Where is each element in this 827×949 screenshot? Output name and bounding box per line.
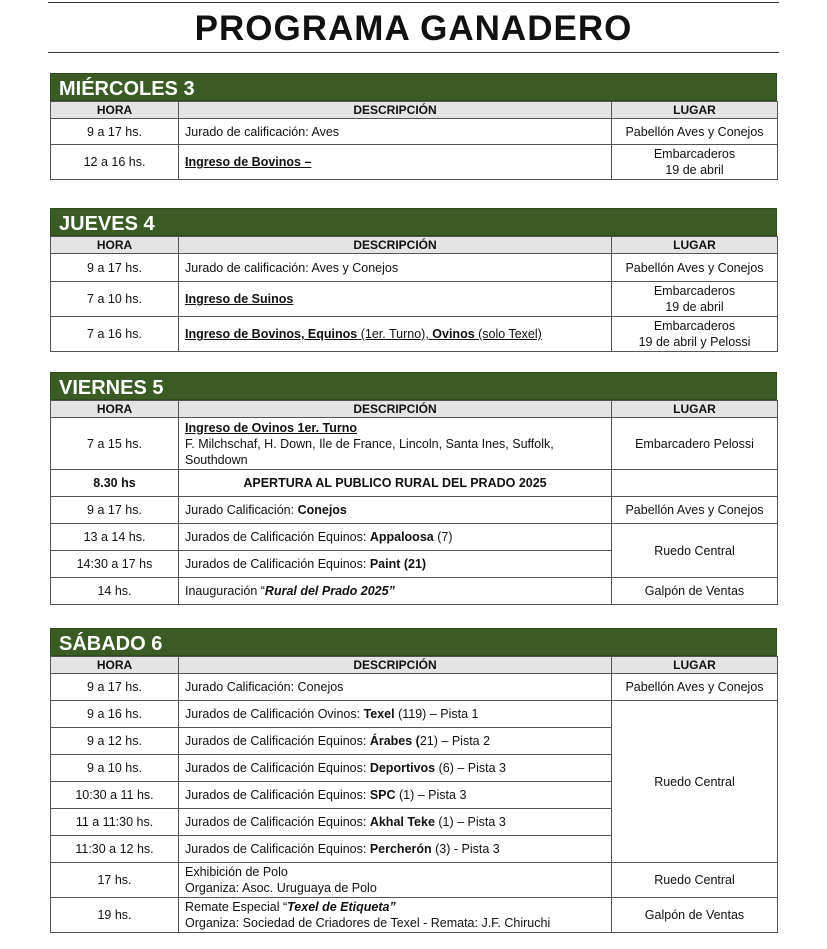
top-rule	[48, 2, 779, 3]
lugar-cell	[612, 470, 778, 497]
lugar-cell	[612, 317, 778, 352]
descripcion-cell: APERTURA AL PUBLICO RURAL DEL PRADO 2025	[179, 470, 612, 497]
hora-cell: 14:30 a 17 hs	[51, 551, 179, 578]
descripcion-title: Ingreso de Ovinos 1er. Turno	[185, 420, 358, 435]
table-row	[51, 578, 778, 605]
descripcion-part: Jurados de Calificación Equinos:	[185, 530, 370, 544]
table-row	[51, 119, 778, 145]
descripcion-cell	[179, 898, 612, 933]
descripcion-part: Appaloosa	[369, 530, 434, 544]
hora-cell: 7 a 16 hs.	[51, 317, 179, 352]
descripcion-cell	[179, 497, 612, 524]
table-header-row	[51, 657, 778, 674]
lugar-cell: Pabellón Aves y Conejos	[612, 119, 778, 145]
hora-cell: 14 hs.	[51, 578, 179, 605]
hora-cell: 19 hs.	[51, 898, 179, 933]
lugar-cell: Pabellón Aves y Conejos	[612, 674, 778, 701]
descripcion-cell: Jurado de calificación: Aves y Conejos	[179, 254, 612, 282]
descripcion-part: Conejos	[297, 503, 347, 517]
hora-cell: 7 a 15 hs.	[51, 418, 179, 470]
descripcion-part: Jurados de Calificación Equinos:	[185, 788, 370, 802]
table-row	[51, 317, 778, 352]
hora-cell: 9 a 17 hs.	[51, 497, 179, 524]
descripcion-part: Paint (21)	[369, 557, 427, 571]
table-header-row	[51, 237, 778, 254]
descripcion-part: (1) – Pista 3	[434, 815, 506, 829]
hora-cell: 11 a 11:30 hs.	[51, 809, 179, 836]
descripcion-cell	[179, 524, 612, 551]
descripcion-line	[185, 899, 605, 915]
descripcion-part: 21) – Pista 2	[419, 734, 491, 748]
table-row	[51, 898, 778, 933]
day-header: JUEVES 4	[50, 208, 777, 236]
descripcion-part: Jurados de Calificación Equinos:	[185, 842, 370, 856]
descripcion-part: (6) – Pista 3	[435, 761, 506, 775]
descripcion-part: (7)	[433, 530, 453, 544]
hora-cell: 7 a 10 hs.	[51, 282, 179, 317]
lugar-cell: Embarcadero Pelossi	[612, 418, 778, 470]
lugar-line: 19 de abril	[665, 300, 724, 314]
lugar-cell	[612, 282, 778, 317]
col-lugar: LUGAR	[612, 401, 778, 418]
descripcion-part: Jurado Calificación:	[185, 503, 298, 517]
descripcion-part: (1er. Turno),	[357, 327, 433, 341]
descripcion-part: Jurados de Calificación Equinos:	[185, 734, 370, 748]
descripcion-cell	[179, 551, 612, 578]
descripcion-part: (solo Texel)	[474, 327, 542, 341]
descripcion-cell	[179, 809, 612, 836]
descripcion-part: SPC	[369, 788, 396, 802]
descripcion-part: Jurados de Calificación Ovinos:	[185, 707, 364, 721]
lugar-line: 19 de abril	[665, 163, 724, 177]
table-header-row	[51, 102, 778, 119]
hora-cell: 11:30 a 12 hs.	[51, 836, 179, 863]
table-row	[51, 524, 778, 551]
day-header: SÁBADO 6	[50, 628, 777, 656]
descripcion-part: Árabes (	[369, 734, 420, 748]
descripcion-line: Organiza: Asoc. Uruguaya de Polo	[185, 881, 377, 895]
col-lugar: LUGAR	[612, 102, 778, 119]
schedule-table	[50, 101, 778, 180]
table-row	[51, 418, 778, 470]
descripcion-cell	[179, 755, 612, 782]
descripcion-cell	[179, 863, 612, 898]
table-row	[51, 863, 778, 898]
table-row	[51, 497, 778, 524]
descripcion-part: Inauguración “	[185, 584, 265, 598]
descripcion-part: Rural del Prado 2025”	[264, 584, 395, 598]
hora-cell: 9 a 17 hs.	[51, 119, 179, 145]
hora-cell: 9 a 12 hs.	[51, 728, 179, 755]
col-lugar: LUGAR	[612, 657, 778, 674]
table-row	[51, 145, 778, 180]
hora-cell: 10:30 a 11 hs.	[51, 782, 179, 809]
day-header: MIÉRCOLES 3	[50, 73, 777, 101]
hora-cell: 17 hs.	[51, 863, 179, 898]
table-row	[51, 701, 778, 728]
descripcion-cell	[179, 701, 612, 728]
table-row	[51, 674, 778, 701]
descripcion-part: Jurados de Calificación Equinos:	[185, 761, 370, 775]
col-descripcion: DESCRIPCIÓN	[179, 102, 612, 119]
lugar-cell: Ruedo Central	[612, 863, 778, 898]
descripcion-detail: F. Milchschaf, H. Down, Ile de France, Lincoln, Santa Ines, Suffolk, Southdown	[185, 436, 554, 467]
descripcion-part: Texel	[363, 707, 395, 721]
descripcion-part: Jurados de Calificación Equinos:	[185, 815, 370, 829]
descripcion-cell	[179, 317, 612, 352]
lugar-cell	[612, 145, 778, 180]
col-descripcion: DESCRIPCIÓN	[179, 401, 612, 418]
lugar-cell: Pabellón Aves y Conejos	[612, 254, 778, 282]
table-row	[51, 254, 778, 282]
descripcion-part: Texel de Etiqueta”	[287, 900, 396, 914]
descripcion-text: Ingreso de Suinos	[185, 292, 294, 306]
col-hora: HORA	[51, 401, 179, 418]
lugar-cell: Galpón de Ventas	[612, 898, 778, 933]
table-row	[51, 282, 778, 317]
lugar-cell: Pabellón Aves y Conejos	[612, 497, 778, 524]
lugar-line: Embarcaderos	[653, 147, 736, 161]
schedule-table	[50, 656, 778, 933]
col-hora: HORA	[51, 102, 179, 119]
lugar-line: 19 de abril y Pelossi	[638, 335, 751, 349]
descripcion-cell: Jurado Calificación: Conejos	[179, 674, 612, 701]
col-descripcion: DESCRIPCIÓN	[179, 237, 612, 254]
descripcion-cell	[179, 145, 612, 180]
descripcion-cell	[179, 836, 612, 863]
descripcion-cell	[179, 728, 612, 755]
descripcion-part: (3) - Pista 3	[431, 842, 500, 856]
descripcion-part: Ovinos	[432, 327, 475, 341]
day-header: VIERNES 5	[50, 372, 777, 400]
col-descripcion: DESCRIPCIÓN	[179, 657, 612, 674]
table-header-row	[51, 401, 778, 418]
day-section-viernes	[50, 372, 777, 605]
descripcion-part: Deportivos	[369, 761, 436, 775]
day-section-sabado	[50, 628, 777, 933]
hora-cell: 13 a 14 hs.	[51, 524, 179, 551]
hora-cell: 8.30 hs	[51, 470, 179, 497]
schedule-table	[50, 236, 778, 352]
table-row	[51, 470, 778, 497]
descripcion-cell	[179, 282, 612, 317]
descripcion-part: Akhal Teke	[369, 815, 435, 829]
descripcion-cell	[179, 578, 612, 605]
descripcion-part: Ingreso de Bovinos, Equinos	[185, 327, 358, 341]
lugar-line: Embarcaderos	[653, 284, 736, 298]
col-lugar: LUGAR	[612, 237, 778, 254]
lugar-cell: Ruedo Central	[612, 701, 778, 863]
descripcion-line: Organiza: Sociedad de Criadores de Texel - Remata: J.F. Chiruchi	[185, 916, 551, 930]
lugar-cell: Ruedo Central	[612, 524, 778, 578]
day-section-jueves	[50, 208, 777, 352]
descripcion-part: (119) – Pista 1	[394, 707, 479, 721]
title-rule	[48, 52, 779, 53]
descripcion-text: Ingreso de Bovinos –	[185, 155, 312, 169]
hora-cell: 9 a 16 hs.	[51, 701, 179, 728]
col-hora: HORA	[51, 237, 179, 254]
descripcion-part: Remate Especial “	[185, 900, 288, 914]
schedule-table	[50, 400, 778, 605]
descripcion-cell	[179, 418, 612, 470]
descripcion-cell	[179, 782, 612, 809]
descripcion-part: (1) – Pista 3	[395, 788, 467, 802]
lugar-line: Embarcaderos	[653, 319, 736, 333]
col-hora: HORA	[51, 657, 179, 674]
lugar-cell: Galpón de Ventas	[612, 578, 778, 605]
hora-cell: 9 a 17 hs.	[51, 254, 179, 282]
descripcion-line: Exhibición de Polo	[185, 865, 288, 879]
hora-cell: 12 a 16 hs.	[51, 145, 179, 180]
descripcion-cell: Jurado de calificación: Aves	[179, 119, 612, 145]
descripcion-part: Jurados de Calificación Equinos:	[185, 557, 370, 571]
hora-cell: 9 a 17 hs.	[51, 674, 179, 701]
day-section-miercoles	[50, 73, 777, 180]
hora-cell: 9 a 10 hs.	[51, 755, 179, 782]
descripcion-part: Percherón	[369, 842, 432, 856]
page-title: PROGRAMA GANADERO	[194, 9, 633, 48]
